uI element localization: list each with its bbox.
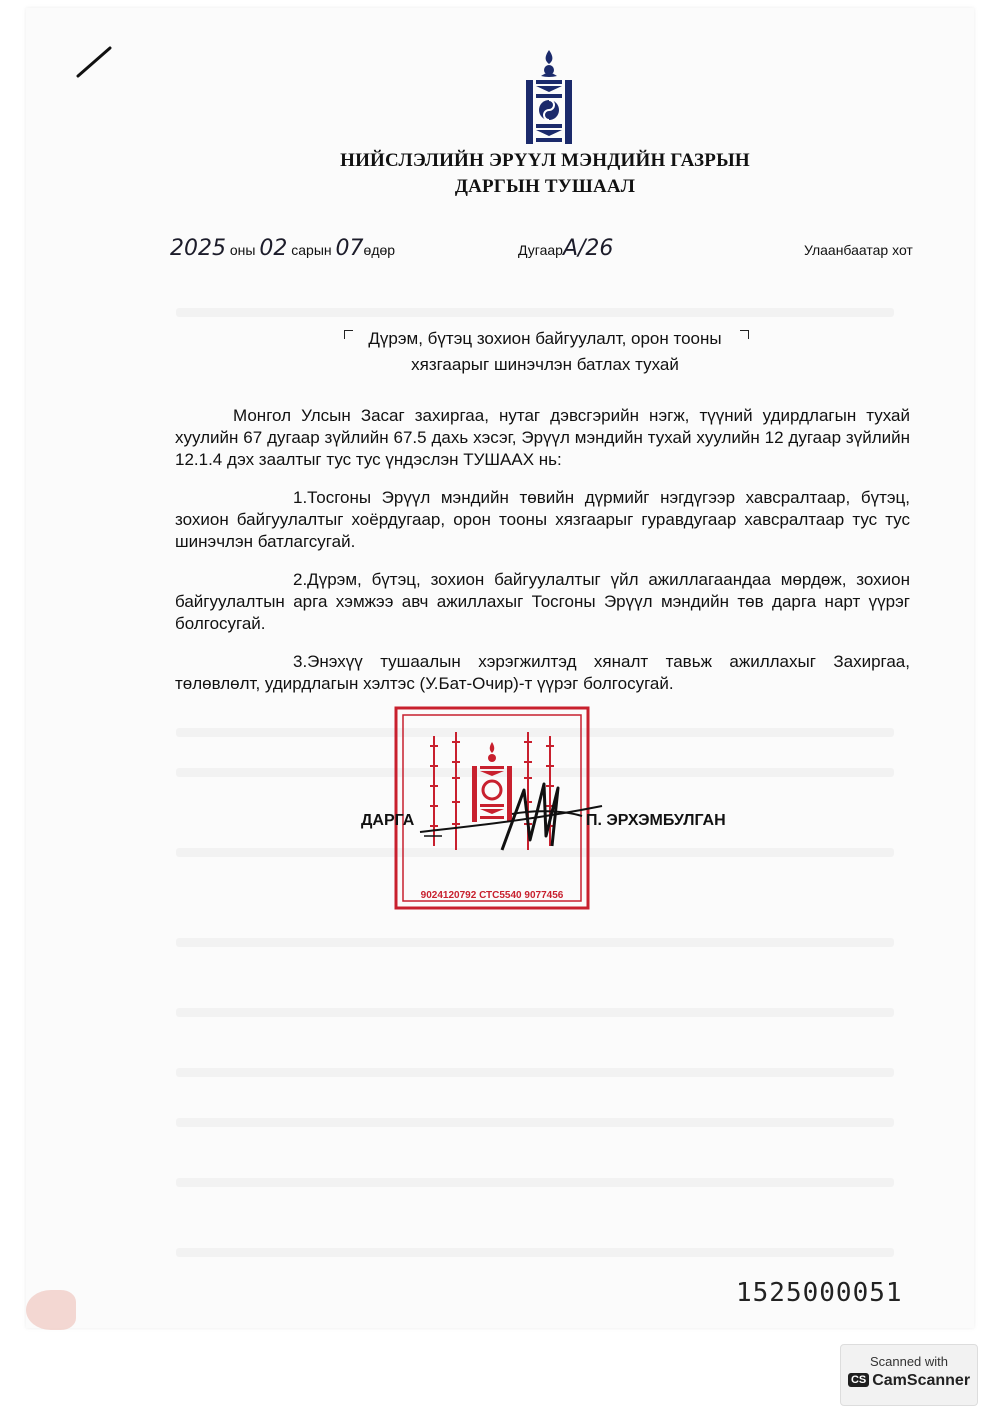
order-item-2: 2.Дүрэм, бүтэц, зохион байгуулалтыг үйл ажиллагаандаа мөрдөж, зохион байгуулалтын арга хэмжээ авч ажиллахыг Тосгоны Эрүүл мэндийн төв дарга нарт үүрэг болгосугай. xyxy=(175,570,910,633)
day-label: өдөр xyxy=(363,242,396,258)
bleed-through xyxy=(176,1008,894,1017)
camscanner-badge xyxy=(840,1344,978,1406)
day-value: 07 xyxy=(335,236,364,261)
signatory-name: П. ЭРХЭМБУЛГАН xyxy=(586,812,726,829)
order-item-1: 1.Тосгоны Эрүүл мэндийн төвийн дүрмийг нэгдүгээр хавсралтаар, бүтэц, зохион байгуулалтыг хоёрдугаар, орон тооны хязгаарыг гуравдугаар хавсралтаар тус тус шинэчлэн батлагсугай. xyxy=(175,488,910,551)
year-label: оны xyxy=(229,242,256,258)
order-item-3: 3.Энэхүү тушаалын хэрэгжилтэд хяналт тавьж ажиллахыг Захиргаа, төлөвлөлт, удирдлагын хэлтэс (У.Бат-Очир)-т үүрэг болгосугай. xyxy=(175,652,910,693)
camscanner-logo-icon: CS xyxy=(848,1373,869,1387)
preamble-paragraph: Монгол Улсын Засаг захиргаа, нутаг дэвсгэрийн нэгж, түүний удирдлагын тухай хуулийн 67 дугаар зүйлийн 67.5 дахь хэсэг, Эрүүл мэндийн тухай хуулийн 12 дугаар зүйлийн 12.1.4 дэх заалтыг тус тус үндэслэн ТУШААХ нь: xyxy=(175,406,910,469)
pen-mark xyxy=(76,46,112,78)
order-title: ДАРГЫН ТУШААЛ xyxy=(454,176,636,197)
camscanner-brand-text: CamScanner xyxy=(872,1372,971,1389)
month-label: сарын xyxy=(291,242,332,258)
number-value: А/26 xyxy=(562,236,614,261)
stamp-codes: 9024120792 СТС5540 9077456 xyxy=(420,890,564,901)
finger-shadow xyxy=(26,1290,76,1330)
number-label: Дугаар xyxy=(518,242,563,258)
date-line xyxy=(170,236,395,261)
number-line xyxy=(518,236,613,261)
organization-title: НИЙСЛЭЛИЙН ЭРҮҮЛ МЭНДИЙН ГАЗРЫН xyxy=(340,150,750,171)
subject-line-2: хязгаарыг шинэчлэн батлах тухай xyxy=(411,355,679,374)
bleed-through xyxy=(176,1068,894,1077)
camscanner-brand xyxy=(841,1372,977,1390)
city-label: Улаанбаатар хот xyxy=(804,242,913,258)
registration-number: 1525000051 xyxy=(736,1278,903,1308)
subject-line-1: Дүрэм, бүтэц зохион байгуулалт, орон тооны xyxy=(368,329,722,348)
bleed-through xyxy=(176,308,894,317)
bleed-through xyxy=(176,1118,894,1127)
soyombo-emblem-icon xyxy=(526,48,572,148)
bleed-through xyxy=(176,938,894,947)
bleed-through xyxy=(176,1178,894,1187)
subject-heading xyxy=(300,326,790,378)
signatory-title: ДАРГА xyxy=(361,812,415,829)
scanned-with-label: Scanned with xyxy=(869,1354,949,1369)
bleed-through xyxy=(176,1248,894,1257)
year-value: 2025 xyxy=(170,236,226,261)
month-value: 02 xyxy=(259,236,288,261)
handwritten-signature xyxy=(412,770,612,860)
